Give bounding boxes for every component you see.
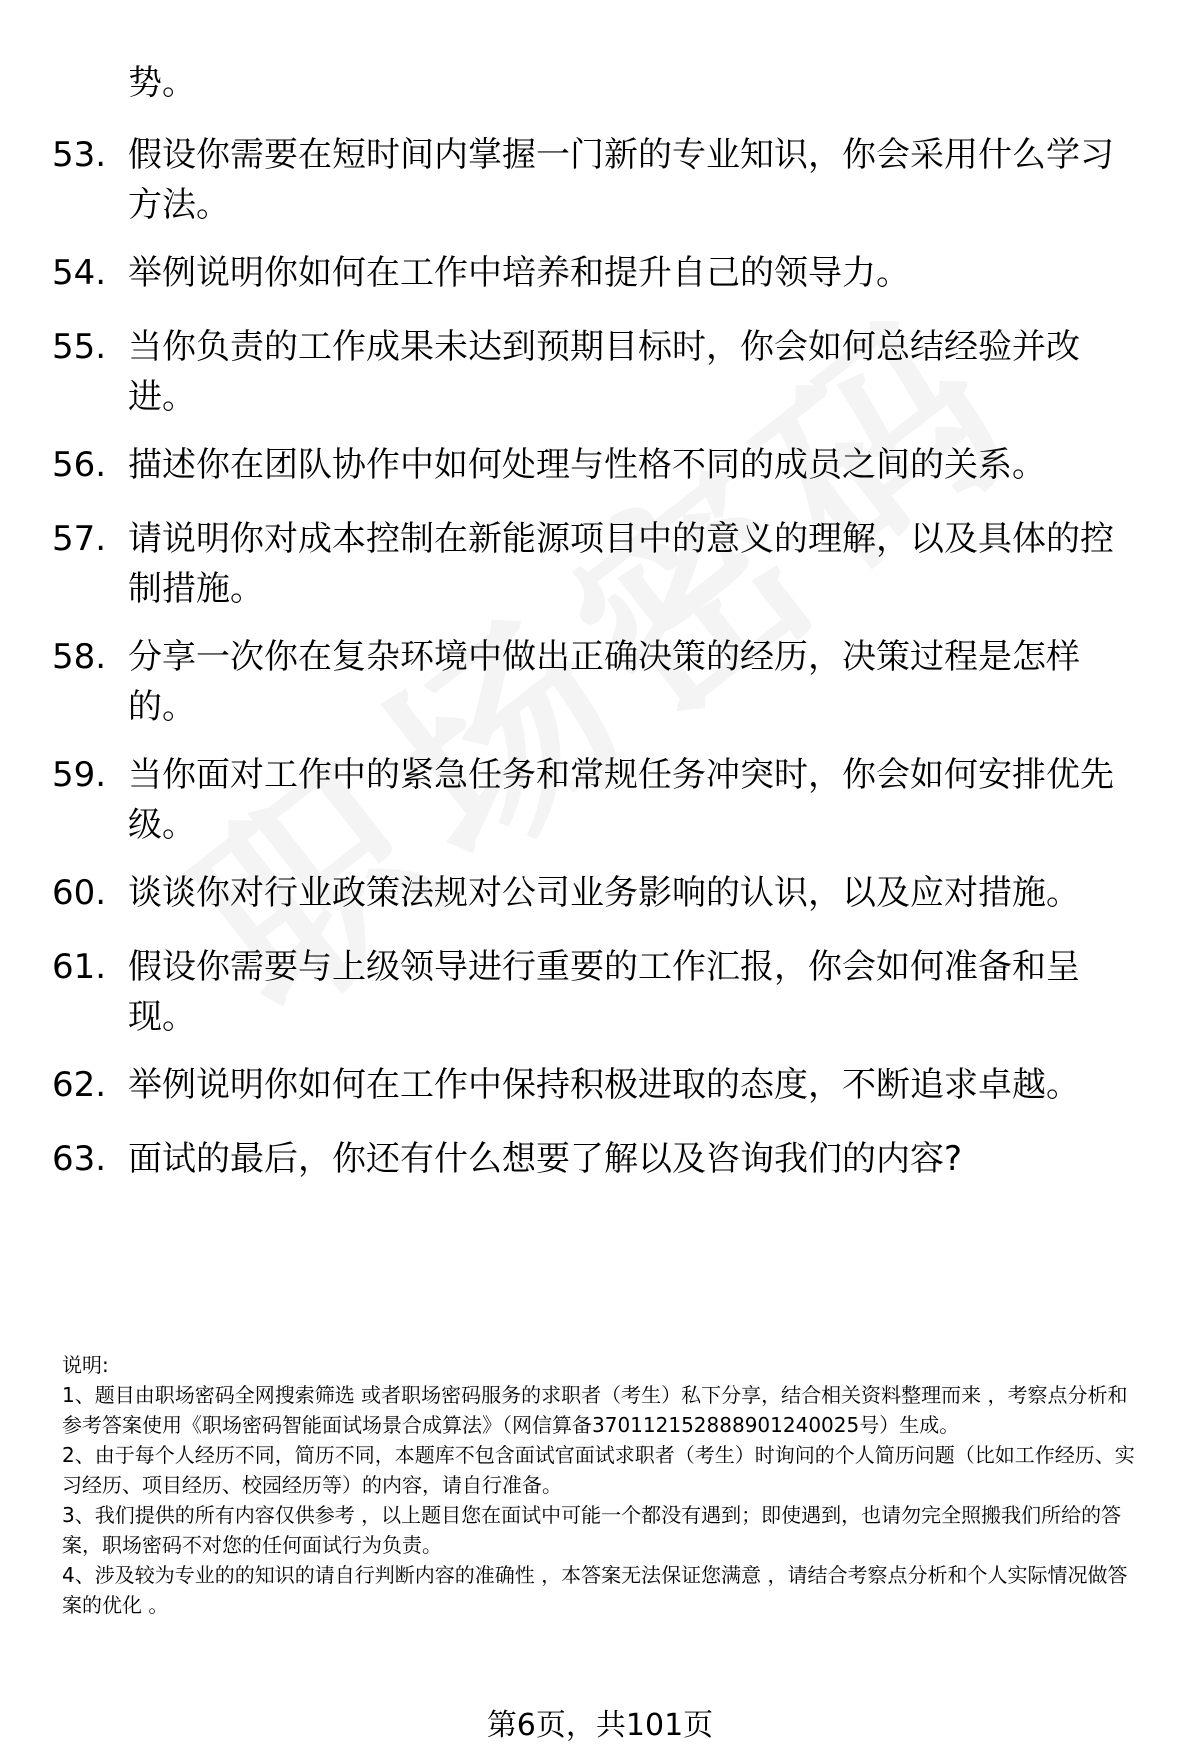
question-item [52,514,1152,614]
question-number: 62. [52,1065,107,1105]
question-number: 55. [52,327,107,367]
question-text: 假设你需要在短时间内掌握一门新的专业知识，你会采用什么学习方法。 [128,135,1114,225]
question-continuation: 势。 [128,63,196,103]
question-item [52,1134,1152,1184]
question-number: 59. [52,755,107,795]
question-item [52,130,1152,230]
question-number: 53. [52,135,107,175]
question-text: 举例说明你如何在工作中保持积极进取的态度，不断追求卓越。 [128,1065,1080,1105]
notes-item: 1、题目由职场密码全网搜索筛选 或者职场密码服务的求职者（考生）私下分享，结合相关资料整理而来 ，考察点分析和参考答案使用《职场密码智能面试场景合成算法》（网信算备370112152888901240025号）生成。 [62,1383,1128,1437]
question-text: 请说明你对成本控制在新能源项目中的意义的理解，以及具体的控制措施。 [128,519,1114,609]
notes-item: 3、我们提供的所有内容仅供参考 ，以上题目您在面试中可能一个都没有遇到；即使遇到，也请勿完全照搬我们所给的答案，职场密码不对您的任何面试行为负责。 [62,1503,1122,1557]
question-item [52,1060,1152,1110]
question-item [52,322,1152,422]
notes-title: 说明: [62,1353,109,1377]
notes-item: 4、涉及较为专业的的知识的请自行判断内容的准确性 ，本答案无法保证您满意 ，请结合考察点分析和个人实际情况做答案的优化 。 [62,1563,1128,1617]
question-item [52,248,1152,298]
question-text: 假设你需要与上级领导进行重要的工作汇报，你会如何准备和呈现。 [128,947,1080,1037]
notes-section [62,1350,1142,1620]
question-number: 58. [52,637,107,677]
question-text: 分享一次你在复杂环境中做出正确决策的经历，决策过程是怎样的。 [128,637,1080,727]
question-text: 当你负责的工作成果未达到预期目标时，你会如何总结经验并改进。 [128,327,1080,417]
question-text: 描述你在团队协作中如何处理与性格不同的成员之间的关系。 [128,445,1046,485]
question-number: 57. [52,519,107,559]
question-item [52,632,1152,732]
question-text: 谈谈你对行业政策法规对公司业务影响的认识，以及应对措施。 [128,873,1080,913]
question-number: 54. [52,253,107,293]
question-number: 63. [52,1139,107,1179]
page-number: 第6页，共101页 [486,1708,714,1743]
question-number: 61. [52,947,107,987]
question-text: 面试的最后，你还有什么想要了解以及咨询我们的内容? [128,1139,963,1179]
question-number: 56. [52,445,107,485]
question-text: 举例说明你如何在工作中培养和提升自己的领导力。 [128,253,910,293]
question-item [52,868,1152,918]
question-text: 当你面对工作中的紧急任务和常规任务冲突时，你会如何安排优先级。 [128,755,1114,845]
notes-item: 2、由于每个人经历不同，简历不同，本题库不包含面试官面试求职者（考生）时询问的个人简历问题（比如工作经历、实习经历、项目经历、校园经历等）的内容，请自行准备。 [62,1443,1135,1497]
question-item [52,440,1152,490]
question-number: 60. [52,873,107,913]
question-item [52,942,1152,1042]
question-item [52,750,1152,850]
